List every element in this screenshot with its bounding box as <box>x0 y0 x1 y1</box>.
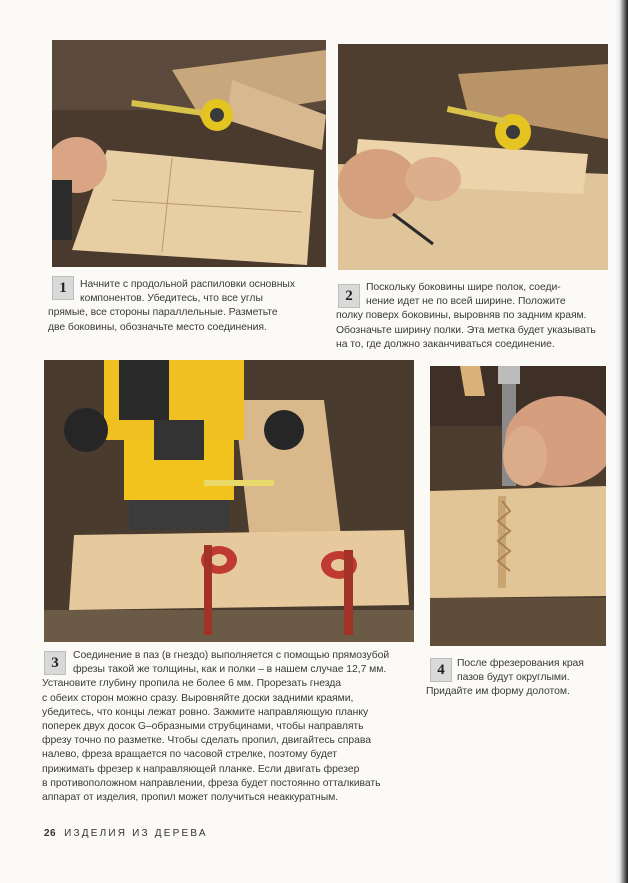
step-1-caption <box>48 278 295 335</box>
step-1-number: 1 <box>52 276 74 300</box>
step-2-line: на то, где должно заканчиваться соединение. <box>336 338 555 350</box>
step-2-line: Обозначьте ширину полки. Эта метка будет указывать <box>336 324 596 336</box>
step-2-line: Поскольку боковины шире полок, соеди- <box>366 282 561 293</box>
photo-marking-board <box>52 40 326 267</box>
step-3-caption <box>42 649 389 805</box>
photo-measuring-shelf <box>338 44 608 270</box>
photo-4-image <box>430 366 606 646</box>
step-4-line: пазов будут округлыми. <box>457 672 570 684</box>
step-3-line: с обеих сторон можно сразу. Выровняйте доски задними краями, <box>42 692 354 704</box>
step-3-line: Соединение в паз (в гнездо) выполняется с помощью прямозубой <box>73 650 390 661</box>
step-4-line: После фрезерования края <box>457 658 584 669</box>
section-title: ИЗДЕЛИЯ ИЗ ДЕРЕВА <box>64 828 208 839</box>
page-number: 26 <box>44 828 57 839</box>
step-1-line: прямые, все стороны параллельные. Разметьте <box>48 307 278 319</box>
step-3-line: поперек двух досок G–образными струбцинами, чтобы направлять <box>42 721 364 733</box>
page-edge-shadow <box>614 0 628 883</box>
step-3-number: 3 <box>44 651 66 675</box>
photo-2-image <box>338 44 608 270</box>
photo-chisel-finishing <box>430 366 606 646</box>
step-4-line: Придайте им форму долотом. <box>426 686 570 698</box>
step-2-line: полку поверх боковины, выровняв по задним краям. <box>336 310 587 322</box>
step-2-number: 2 <box>338 284 360 308</box>
step-3-line: фрезы такой же толщины, как и полки – в нашем случае 12,7 мм. <box>73 664 387 676</box>
photo-router-cutting <box>44 360 414 642</box>
step-2-caption <box>336 281 596 352</box>
photo-3-image <box>44 360 414 642</box>
step-3-line: в противоположном направлении, фреза будет постоянно отталкивать <box>42 777 381 789</box>
step-2-line: нение идет не по всей ширине. Положите <box>366 296 566 308</box>
step-4-caption <box>426 657 584 700</box>
step-3-line: аппарат от изделия, пропил может получиться неаккуратным. <box>42 792 339 804</box>
step-1-line: две боковины, обозначьте место соединения. <box>48 321 267 333</box>
step-3-line: убедитесь, что концы лежат ровно. Зажмите направляющую планку <box>42 706 369 718</box>
step-1-line: Начните с продольной распиловки основных <box>80 279 295 290</box>
step-3-line: Установите глубину пропила не более 6 мм. Прорезать гнезда <box>42 678 341 690</box>
photo-1-image <box>52 40 326 267</box>
step-3-line: фрезу точно по разметке. Чтобы сделать пропил, двигайтесь справа <box>42 735 371 747</box>
step-3-line: налево, фреза вращается по часовой стрелке, поэтому будет <box>42 749 337 761</box>
step-4-number: 4 <box>430 658 452 682</box>
step-1-line: компонентов. Убедитесь, что все углы <box>80 293 263 305</box>
page-footer <box>44 828 208 839</box>
step-3-line: прижимать фрезер к направляющей планке. Если двигать фрезер <box>42 763 360 775</box>
